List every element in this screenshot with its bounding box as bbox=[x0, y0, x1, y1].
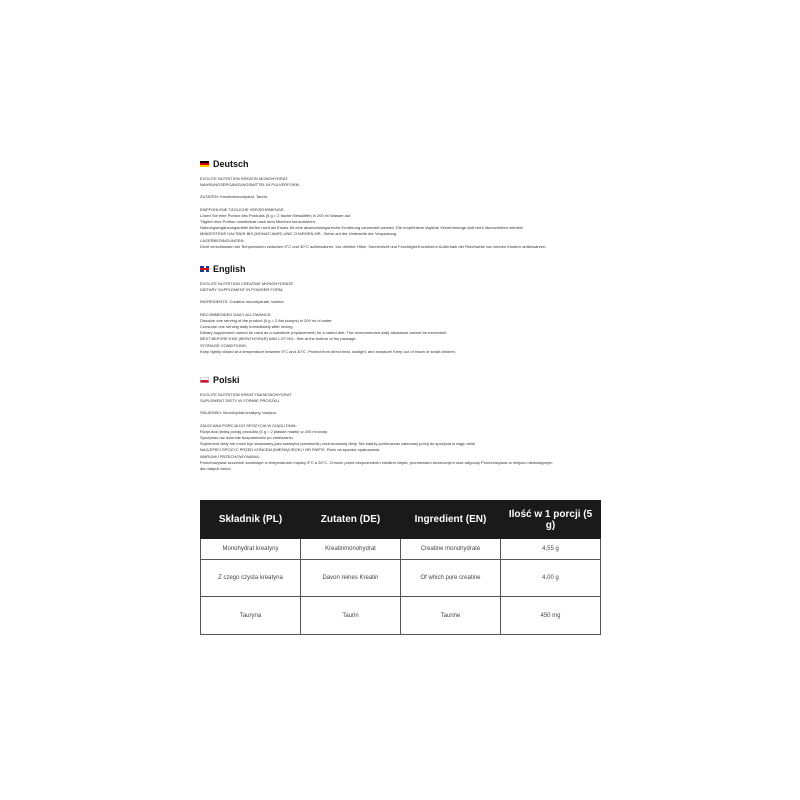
section-title: Deutsch bbox=[213, 159, 249, 169]
section-title: English bbox=[213, 264, 246, 274]
text-line: DIETARY SUPPLEMENT IN POWDER FORM. bbox=[200, 287, 284, 293]
text-line: Lösen Sie eine Portion des Produkts (5 g = 2 flache Messlöffel) in 200 ml Wasser auf. bbox=[200, 212, 352, 218]
uk-flag-icon bbox=[200, 266, 209, 272]
header-amount: Ilość w 1 porcji (5 g) bbox=[501, 501, 601, 539]
header-ingredient-en: Ingredient (EN) bbox=[401, 501, 501, 539]
text-line: ZUTATEN: Kreatinmonohydrat, Taurin. bbox=[200, 194, 269, 200]
table-cell: Taurine bbox=[401, 597, 501, 635]
text-line: SUPLEMENT DIETY W FORMIE PROSZKU. bbox=[200, 398, 281, 404]
header-ingredient-pl: Składnik (PL) bbox=[201, 501, 301, 539]
text-line: Spożywać raz dziennie bezpośrednio po zmieszaniu. bbox=[200, 435, 294, 441]
text-line: EVOLITE NUTRITION KREATIN MONOHYDRAT bbox=[200, 176, 288, 181]
table-cell: Taurin bbox=[301, 597, 401, 635]
ingredients-table bbox=[200, 500, 601, 635]
table-cell: Tauryna bbox=[201, 597, 301, 635]
text-line: MINDESTENS HALTBAR BIS (MONAT/JAHR) UND CHARGEN-NR.: Siehe auf der Unterseite der Verpackung. bbox=[200, 231, 398, 237]
table-cell: 4,55 g bbox=[501, 539, 601, 560]
table-cell: Davon reines Kreatin bbox=[301, 560, 401, 597]
germany-flag-icon bbox=[200, 161, 209, 167]
text-line: Consume one serving daily immediately after mixing. bbox=[200, 324, 294, 330]
text-line: SKŁADNIKI: Monohydrat kreatyny, tauryna. bbox=[200, 410, 277, 416]
table-cell: 4,00 g bbox=[501, 560, 601, 597]
text-line: Przechowywać szczelnie zamknięte w temperaturze między 5°C a 30°C. Chronić przed bezpośrednim źródłem ciepła, promieniami słonecznymi oraz wilgocią! Przechowywać w miejscu niedostępnym bbox=[200, 459, 553, 465]
poland-flag-icon bbox=[200, 377, 209, 383]
table-row bbox=[201, 597, 601, 635]
text-line: STORAGE CONDITIONS: bbox=[200, 342, 247, 348]
text-line: Rozpuścić jedną porcję produktu (5 g = 2 płaskie miarki) w 200 ml wody. bbox=[200, 428, 328, 434]
text-line: NAHRUNGSERGÄNZUNGSMITTEL IN PULVERFORM. bbox=[200, 182, 301, 188]
table-cell: Creatine monohydrate bbox=[401, 539, 501, 560]
text-line: WARUNKI PRZECHOWYWANIA: bbox=[200, 453, 260, 459]
table-cell: Of which pure creatine bbox=[401, 560, 501, 597]
text-line: Suplement diety nie może być stosowany jako substytut (zamiennik) zróżnicowanej diety. Nie należy przekraczać zalecanej porcji do spożycia w ciągu dnia! bbox=[200, 441, 476, 447]
table-row bbox=[201, 560, 601, 597]
text-line: NAJLEPIEJ SPOŻYĆ PRZED KOŃCEM (MIESIĄC/ROK) I NR PARTII: Patrz na spodzie opakowania. bbox=[200, 447, 381, 453]
section-deutsch bbox=[200, 158, 600, 250]
table-cell: Kreatinmonohydrat bbox=[301, 539, 401, 560]
table-row bbox=[201, 539, 601, 560]
table-cell: Monohydrat kreatyny bbox=[201, 539, 301, 560]
text-line: INGREDIENTS: Creatine monohydrate, taurine. bbox=[200, 299, 285, 305]
table-header-row bbox=[201, 501, 601, 539]
text-line: EMPFOHLENE TÄGLICHE VERZEHRMENGE: bbox=[200, 206, 285, 212]
text-line: EVOLITE NUTRITION CREATINE MONOHYDRATE bbox=[200, 281, 294, 286]
text-line: Keep tightly closed at a temperature between 5°C and 30°C. Protect from direct heat, sunlight, and moisture! Keep out of reach of small children. bbox=[200, 348, 457, 354]
text-line: RECOMMENDED DAILY ALLOWANCE: bbox=[200, 311, 272, 317]
text-line: dla małych dzieci. bbox=[200, 466, 232, 472]
text-line: EVOLITE NUTRITION KREATYNA MONOHYDRAT bbox=[200, 392, 292, 397]
text-line: Dietary supplement cannot be used as a substitute (replacement) for a varied diet. The recommended daily allowance cannot be exceeded! bbox=[200, 330, 447, 336]
heading-english bbox=[200, 263, 600, 275]
text-line: Dicht verschlossen bei Temperaturen zwischen 5°C und 30°C aufbewahren. Vor direkter Hitze, Sonnenlicht und Feuchtigkeit schützen! Außerhalb der Reichweite von kleinen Kindern aufbewahren. bbox=[200, 243, 547, 249]
text-line: Nahrungsergänzungsmittel dürfen nicht als Ersatz für eine abwechslungsreiche Ernährung verwendet werden. Die empfohlene tägliche Verzehrmenge darf nicht überschritten werden! bbox=[200, 225, 524, 231]
text-line: ZALECANA PORCJA DO SPOŻYCIA W CIĄGU DNIA: bbox=[200, 422, 297, 428]
header-ingredient-de: Zutaten (DE) bbox=[301, 501, 401, 539]
text-line: BEST BEFORE END (MONTH/YEAR) AND LOT NO.: See at the bottom of the package. bbox=[200, 336, 357, 342]
text-line: Täglich eine Portion unmittelbar nach dem Mischen konsumieren. bbox=[200, 219, 317, 225]
section-title: Polski bbox=[213, 375, 240, 385]
table-cell: 450 mg bbox=[501, 597, 601, 635]
section-english bbox=[200, 263, 600, 355]
text-line: Dissolve one serving of the product (5 g = 2 flat scoops) in 200 ml of water. bbox=[200, 317, 333, 323]
heading-polski bbox=[200, 374, 600, 386]
heading-deutsch bbox=[200, 158, 600, 170]
text-line: LAGERBEDINGUNGEN: bbox=[200, 237, 245, 243]
section-polski bbox=[200, 374, 600, 472]
table-cell: Z czego czysta kreatyna bbox=[201, 560, 301, 597]
